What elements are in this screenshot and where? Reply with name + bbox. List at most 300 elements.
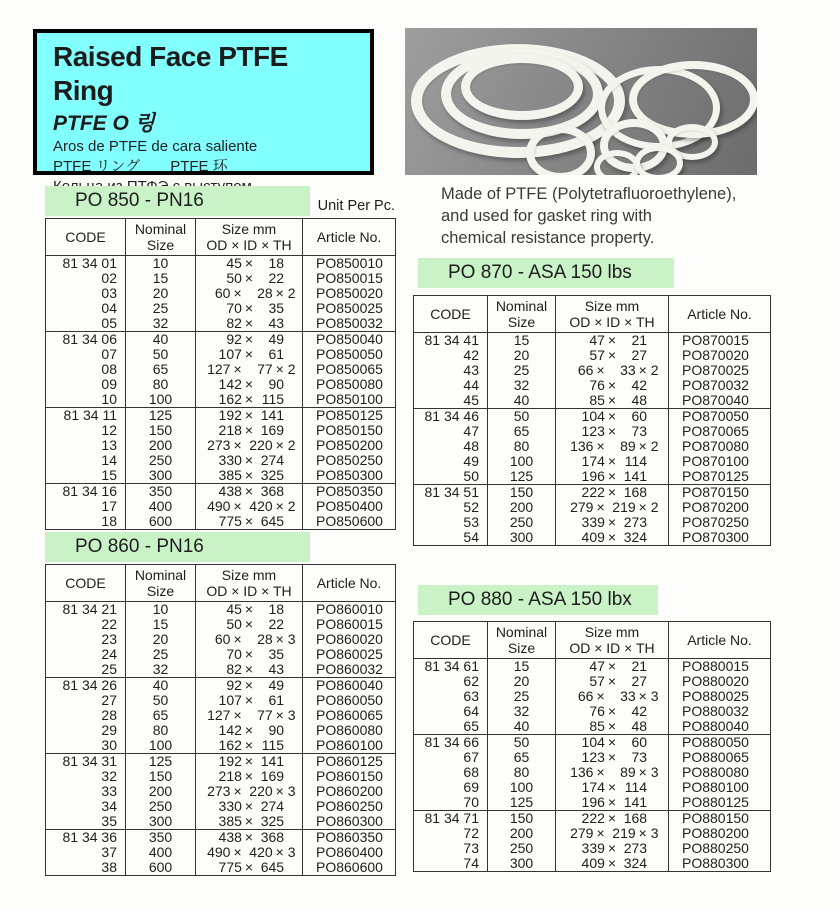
table-row [46,784,396,799]
size-cell: 107 × 61 [196,347,303,362]
size-cell: 76 × 42 [556,378,669,393]
nominal-size-cell: 15 [488,659,556,675]
nominal-size-cell: 10 [126,602,196,618]
product-photo [405,28,757,175]
nominal-size-cell: 125 [126,754,196,770]
table-row [414,704,771,719]
nominal-size-cell: 100 [488,780,556,795]
table-row [46,799,396,814]
code-cell: 24 [101,646,117,662]
nominal-size-cell: 100 [126,392,196,408]
nominal-size-cell: 125 [126,408,196,424]
size-cell: 57 × 27 [556,674,669,689]
code-cell: 74 [463,855,479,871]
size-cell: 438 × 368 [196,484,303,500]
code-cell: 09 [101,376,117,392]
size-cell: 60 × 28 × 3 [196,632,303,647]
table-row [414,409,771,425]
table-row [46,484,396,500]
article-no-cell: PO880200 [669,826,771,841]
article-no-cell: PO870125 [669,469,771,485]
size-cell: 142 × 90 [196,377,303,392]
nominal-size-cell: 80 [488,765,556,780]
table-row [46,468,396,484]
article-no-cell: PO870300 [669,530,771,546]
table-row [46,256,396,272]
nominal-size-cell: 150 [126,423,196,438]
code-cell: 73 [463,840,479,856]
article-no-cell: PO870065 [669,424,771,439]
description-line: Made of PTFE (Polytetrafluoroethylene), [441,185,737,203]
size-cell: 104 × 60 [556,409,669,425]
article-no-cell: PO880065 [669,750,771,765]
table-row [46,647,396,662]
article-no-cell: PO850065 [303,362,396,377]
nominal-size-cell: 25 [126,301,196,316]
column-header-article: Article No. [669,622,771,659]
product-description [441,183,781,249]
nominal-size-cell: 50 [488,735,556,751]
table-row [46,377,396,392]
article-no-cell: PO850400 [303,499,396,514]
size-cell: 385 × 325 [196,814,303,830]
nominal-size-cell: 300 [488,530,556,546]
code-cell: 81 34 46 [414,409,488,425]
nominal-size-cell: 40 [126,678,196,694]
code-cell: 29 [101,722,117,738]
section-header-po880: PO 880 - ASA 150 lbx [418,585,658,615]
article-no-cell: PO860600 [303,860,396,876]
column-header-article: Article No. [669,296,771,333]
size-cell: 92 × 49 [196,332,303,348]
nominal-size-cell: 80 [488,439,556,454]
code-cell: 12 [101,422,117,438]
code-cell: 15 [101,467,117,483]
size-cell: 273 × 220 × 2 [196,438,303,453]
size-cell: 438 × 368 [196,830,303,846]
column-header-code: CODE [46,219,126,256]
nominal-size-cell: 200 [126,438,196,453]
nominal-size-cell: 32 [488,704,556,719]
article-no-cell: PO880015 [669,659,771,675]
size-cell: 409 × 324 [556,530,669,546]
code-cell: 08 [101,361,117,377]
nominal-size-cell: 200 [488,500,556,515]
nominal-size-cell: 65 [488,424,556,439]
nominal-size-cell: 32 [126,662,196,678]
table-row [46,332,396,348]
size-cell: 136 × 89 × 3 [556,765,669,780]
description-line: chemical resistance property. [441,229,655,247]
table-row [414,485,771,501]
table-row [414,674,771,689]
column-header-size: Size mm OD × ID × TH [196,219,303,256]
table-row [414,333,771,349]
code-cell: 81 34 06 [46,332,126,348]
article-no-cell: PO880050 [669,735,771,751]
code-cell: 32 [101,768,117,784]
table-row [46,860,396,876]
code-cell: 81 34 26 [46,678,126,694]
article-no-cell: PO870015 [669,333,771,349]
table-row [46,362,396,377]
table-row [414,659,771,675]
article-no-cell: PO880100 [669,780,771,795]
code-cell: 81 34 51 [414,485,488,501]
article-no-cell: PO880025 [669,689,771,704]
column-header-code: CODE [46,565,126,602]
code-cell: 23 [101,631,117,647]
size-cell: 92 × 49 [196,678,303,694]
article-no-cell: PO860025 [303,647,396,662]
table-row [46,754,396,770]
code-cell: 13 [101,437,117,453]
code-cell: 68 [463,764,479,780]
table-row [46,347,396,362]
title-japanese-chinese: PTFE リング PTFE 环 [53,158,228,175]
code-cell: 64 [463,703,479,719]
code-cell: 53 [463,514,479,530]
code-cell: 81 34 41 [414,333,488,349]
article-no-cell: PO880300 [669,856,771,872]
size-cell: 82 × 43 [196,316,303,332]
table-row [46,738,396,754]
code-cell: 63 [463,688,479,704]
column-header-code: CODE [414,296,488,333]
nominal-size-cell: 20 [488,674,556,689]
size-cell: 162 × 115 [196,392,303,408]
size-cell: 136 × 89 × 2 [556,439,669,454]
code-cell: 28 [101,707,117,723]
table-row [46,632,396,647]
table-row [46,845,396,860]
nominal-size-cell: 100 [488,454,556,469]
article-no-cell: PO850125 [303,408,396,424]
nominal-size-cell: 300 [126,468,196,484]
nominal-size-cell: 250 [488,841,556,856]
nominal-size-cell: 65 [126,362,196,377]
nominal-size-cell: 600 [126,514,196,530]
size-cell: 192 × 141 [196,408,303,424]
table-row [414,454,771,469]
article-no-cell: PO850300 [303,468,396,484]
article-no-cell: PO880032 [669,704,771,719]
article-no-cell: PO860050 [303,693,396,708]
table-row [46,662,396,678]
nominal-size-cell: 250 [488,515,556,530]
table-row [46,602,396,618]
article-no-cell: PO860080 [303,723,396,738]
article-no-cell: PO850032 [303,316,396,332]
article-no-cell: PO870050 [669,409,771,425]
table-row [414,439,771,454]
article-no-cell: PO850080 [303,377,396,392]
code-cell: 67 [463,749,479,765]
table-row [414,515,771,530]
size-cell: 142 × 90 [196,723,303,738]
article-no-cell: PO850050 [303,347,396,362]
size-cell: 196 × 141 [556,795,669,811]
table-row [414,719,771,735]
table-row [46,814,396,830]
size-cell: 104 × 60 [556,735,669,751]
nominal-size-cell: 65 [126,708,196,723]
code-cell: 33 [101,783,117,799]
nominal-size-cell: 100 [126,738,196,754]
size-cell: 218 × 169 [196,769,303,784]
table-row [414,393,771,409]
code-cell: 14 [101,452,117,468]
code-cell: 62 [463,673,479,689]
nominal-size-cell: 65 [488,750,556,765]
size-cell: 127 × 77 × 3 [196,708,303,723]
article-no-cell: PO860040 [303,678,396,694]
article-no-cell: PO870250 [669,515,771,530]
nominal-size-cell: 50 [126,347,196,362]
size-cell: 174 × 114 [556,454,669,469]
code-cell: 81 34 16 [46,484,126,500]
nominal-size-cell: 125 [488,795,556,811]
table-row [46,769,396,784]
column-header-nominal: Nominal Size [488,296,556,333]
size-cell: 273 × 220 × 3 [196,784,303,799]
size-cell: 50 × 22 [196,271,303,286]
nominal-size-cell: 200 [126,784,196,799]
table-row [414,780,771,795]
code-cell: 81 34 11 [46,408,126,424]
article-no-cell: PO880125 [669,795,771,811]
nominal-size-cell: 25 [488,689,556,704]
code-cell: 81 34 01 [46,256,126,272]
table-row [414,424,771,439]
table-row [46,499,396,514]
article-no-cell: PO860350 [303,830,396,846]
table-row [46,408,396,424]
unit-per-pc-note: Unit Per Pc. [317,198,395,214]
article-no-cell: PO850600 [303,514,396,530]
size-cell: 409 × 324 [556,856,669,872]
section-header-po870: PO 870 - ASA 150 lbs [418,258,674,288]
article-no-cell: PO880040 [669,719,771,735]
table-row [46,830,396,846]
table-row [414,348,771,363]
table-row [414,378,771,393]
article-no-cell: PO870100 [669,454,771,469]
nominal-size-cell: 20 [126,286,196,301]
code-cell: 22 [101,616,117,632]
code-cell: 17 [101,498,117,514]
nominal-size-cell: 300 [488,856,556,872]
nominal-size-cell: 125 [488,469,556,485]
size-cell: 196 × 141 [556,469,669,485]
nominal-size-cell: 300 [126,814,196,830]
nominal-size-cell: 250 [126,453,196,468]
column-header-article: Article No. [303,565,396,602]
article-no-cell: PO870150 [669,485,771,501]
title-spanish: Aros de PTFE de cara saliente [53,138,258,155]
size-cell: 70 × 35 [196,301,303,316]
nominal-size-cell: 80 [126,377,196,392]
code-cell: 35 [101,813,117,829]
size-cell: 57 × 27 [556,348,669,363]
article-no-cell: PO850015 [303,271,396,286]
code-cell: 49 [463,453,479,469]
code-cell: 81 34 36 [46,830,126,846]
article-no-cell: PO860015 [303,617,396,632]
nominal-size-cell: 32 [126,316,196,332]
code-cell: 70 [463,794,479,810]
article-no-cell: PO860010 [303,602,396,618]
column-header-nominal: Nominal Size [488,622,556,659]
nominal-size-cell: 350 [126,484,196,500]
size-cell: 76 × 42 [556,704,669,719]
code-cell: 81 34 66 [414,735,488,751]
table-row [46,301,396,316]
nominal-size-cell: 400 [126,499,196,514]
nominal-size-cell: 150 [488,811,556,827]
size-cell: 339 × 273 [556,841,669,856]
article-no-cell: PO850250 [303,453,396,468]
article-no-cell: PO880250 [669,841,771,856]
article-no-cell: PO850100 [303,392,396,408]
code-cell: 42 [463,347,479,363]
size-cell: 45 × 18 [196,256,303,272]
table-row [46,392,396,408]
size-cell: 123 × 73 [556,424,669,439]
column-header-size: Size mm OD × ID × TH [556,296,669,333]
size-cell: 339 × 273 [556,515,669,530]
article-no-cell: PO850350 [303,484,396,500]
code-cell: 04 [101,300,117,316]
table-row [46,316,396,332]
size-cell: 222 × 168 [556,485,669,501]
nominal-size-cell: 200 [488,826,556,841]
article-no-cell: PO860150 [303,769,396,784]
nominal-size-cell: 32 [488,378,556,393]
size-cell: 47 × 21 [556,333,669,349]
section-header-po850: PO 850 - PN16 [45,186,310,216]
code-cell: 48 [463,438,479,454]
code-cell: 02 [101,270,117,286]
size-cell: 330 × 274 [196,799,303,814]
table-row [414,469,771,485]
code-cell: 50 [463,468,479,484]
code-cell: 72 [463,825,479,841]
code-cell: 38 [101,859,117,875]
table-row [414,841,771,856]
table-row [46,271,396,286]
size-cell: 50 × 22 [196,617,303,632]
table-row [414,811,771,827]
table-row [46,286,396,301]
ptfe-ring-graphic [634,145,683,175]
article-no-cell: PO860100 [303,738,396,754]
table-row [414,795,771,811]
article-no-cell: PO870080 [669,439,771,454]
article-no-cell: PO850010 [303,256,396,272]
nominal-size-cell: 40 [488,393,556,409]
size-cell: 127 × 77 × 2 [196,362,303,377]
article-no-cell: PO870020 [669,348,771,363]
column-header-nominal: Nominal Size [126,219,196,256]
po860-table [45,564,395,876]
code-cell: 37 [101,844,117,860]
size-cell: 107 × 61 [196,693,303,708]
po850-table [45,218,395,530]
nominal-size-cell: 150 [488,485,556,501]
size-cell: 279 × 219 × 2 [556,500,669,515]
code-cell: 34 [101,798,117,814]
article-no-cell: PO860032 [303,662,396,678]
size-cell: 123 × 73 [556,750,669,765]
table-row [46,693,396,708]
column-header-code: CODE [414,622,488,659]
article-no-cell: PO860300 [303,814,396,830]
size-cell: 330 × 274 [196,453,303,468]
nominal-size-cell: 20 [488,348,556,363]
article-no-cell: PO860250 [303,799,396,814]
table-row [46,723,396,738]
column-header-nominal: Nominal Size [126,565,196,602]
size-cell: 85 × 48 [556,393,669,409]
nominal-size-cell: 80 [126,723,196,738]
article-no-cell: PO870032 [669,378,771,393]
article-no-cell: PO850150 [303,423,396,438]
nominal-size-cell: 50 [126,693,196,708]
size-cell: 192 × 141 [196,754,303,770]
article-no-cell: PO880080 [669,765,771,780]
article-no-cell: PO860020 [303,632,396,647]
size-cell: 66 × 33 × 2 [556,363,669,378]
code-cell: 07 [101,346,117,362]
size-cell: 490 × 420 × 3 [196,845,303,860]
ptfe-ring-graphic [461,54,583,120]
code-cell: 81 34 61 [414,659,488,675]
po870-table [413,295,770,546]
table-row [414,765,771,780]
code-cell: 69 [463,779,479,795]
size-cell: 222 × 168 [556,811,669,827]
page-title: Raised Face PTFE Ring [53,41,288,106]
description-line: and used for gasket ring with [441,207,652,225]
article-no-cell: PO880150 [669,811,771,827]
article-no-cell: PO850040 [303,332,396,348]
article-no-cell: PO850025 [303,301,396,316]
code-cell: 10 [101,391,117,407]
nominal-size-cell: 40 [488,719,556,735]
size-cell: 775 × 645 [196,860,303,876]
table-row [46,617,396,632]
nominal-size-cell: 50 [488,409,556,425]
article-no-cell: PO850020 [303,286,396,301]
code-cell: 27 [101,692,117,708]
size-cell: 47 × 21 [556,659,669,675]
table-row [414,363,771,378]
nominal-size-cell: 25 [488,363,556,378]
article-no-cell: PO880020 [669,674,771,689]
code-cell: 30 [101,737,117,753]
article-no-cell: PO870040 [669,393,771,409]
size-cell: 385 × 325 [196,468,303,484]
nominal-size-cell: 600 [126,860,196,876]
table-row [46,514,396,530]
article-no-cell: PO860400 [303,845,396,860]
size-cell: 162 × 115 [196,738,303,754]
column-header-article: Article No. [303,219,396,256]
table-row [414,689,771,704]
size-cell: 82 × 43 [196,662,303,678]
po880-table [413,621,770,872]
